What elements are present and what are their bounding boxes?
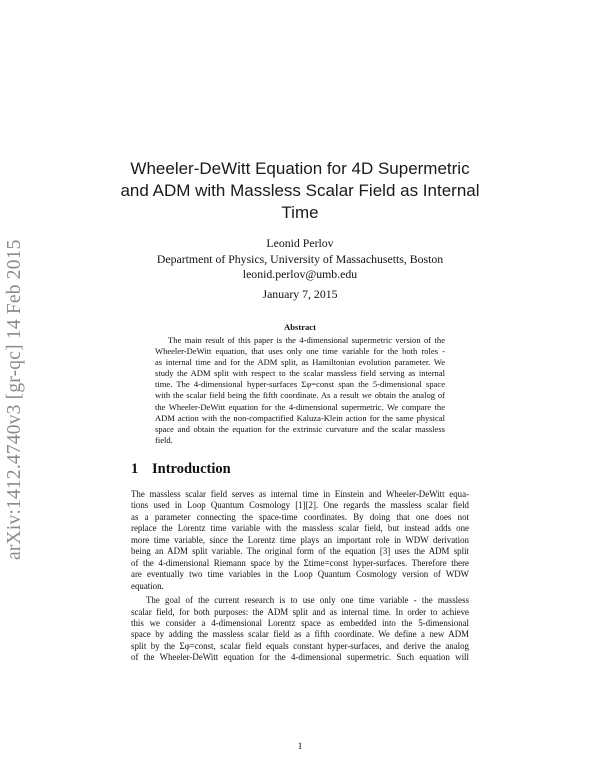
title-line: Wheeler-DeWitt Equation for 4D Supermetric [130, 159, 470, 178]
section-number: 1 [131, 461, 139, 477]
body-line: equation. [131, 580, 164, 591]
page-number: 1 [297, 742, 303, 752]
body-line: The massless scalar field serves as internal time in Einstein and Wheeler-DeWitt equa- [131, 489, 469, 499]
body-line: more time variable, since the Lorentz time plays an important role in WDW derivation [131, 534, 469, 545]
abstract-line: The main result of this paper is the 4-dimensional supermetric version of the [168, 335, 445, 345]
arxiv-identifier-stamp: arXiv:1412.4740v3 [gr-qc] 14 Feb 2015 [4, 239, 25, 560]
body-line: being an ADM split variable. The original form of the equation [3] uses the ADM split [131, 546, 469, 557]
paper-title [120, 158, 480, 224]
author-block [120, 236, 480, 283]
body-line: scalar field, for both purposes: the ADM split and as internal time. In order to achieve [131, 606, 469, 617]
author-affiliation: Department of Physics, University of Massachusetts, Boston [156, 251, 444, 266]
title-line: Time [281, 203, 319, 222]
body-line: replace the Lorentz time variable with the massless scalar field, but instead adds one [131, 523, 469, 534]
body-line: are eventually two time variables in the Loop Quantum Cosmology version of WDW [131, 569, 469, 580]
abstract-line: with the scalar field being the fifth coordinate. As a result we obtain the analog of [155, 390, 445, 401]
author-email: leonid.perlov@umb.edu [242, 267, 358, 281]
title-line: and ADM with Massless Scalar Field as Internal [120, 181, 480, 200]
abstract-line: Wheeler-DeWitt equation, that uses only one time variable for the both roles - [155, 346, 445, 357]
body-line: of the Wheeler-DeWitt equation for the 4-dimensional supermetric. Such equation will [131, 652, 469, 663]
body-line: split by the Σφ=const, scalar field equals constant hyper-surfaces, and derive the analog [131, 640, 469, 651]
body-line: tions used in Loop Quantum Cosmology [1][2]. One regards the massless scalar field [131, 500, 469, 511]
section-title: Introduction [152, 461, 231, 477]
abstract-line: space and obtain the equation for the extrinsic curvature and the scalar massless [155, 423, 445, 434]
abstract-text [155, 335, 445, 446]
body-line: space by adding the massless scalar field as a fifth coordinate. We define a new ADM [131, 629, 469, 640]
section-heading [131, 461, 231, 478]
paper-date: January 7, 2015 [262, 287, 338, 301]
body-line: of the 4-dimensional Riemann space by the Σtime=const hyper-surfaces. Therefore there [131, 557, 469, 568]
body-line: as a parameter connecting the space-time coordinates. By doing that one does not [131, 511, 469, 522]
abstract-heading: Abstract [284, 322, 316, 332]
body-line: The goal of the current research is to use only one time variable - the massless [146, 595, 469, 606]
abstract-line: as internal time and for the ADM split, as Hamiltonian evolution parameter. We [155, 357, 445, 368]
abstract-line: ADM action with the non-compactified Kaluza-Klein action for the same physical [155, 412, 445, 423]
abstract-line: study the ADM split with respect to the scalar massless field serving as internal [155, 368, 445, 379]
abstract-line: the Wheeler-DeWitt equation for the 4-dimensional supermetric. We compare the [155, 401, 445, 412]
abstract-line: field. [155, 434, 173, 445]
author-name: Leonid Perlov [266, 236, 334, 250]
abstract-line: time. The 4-dimensional hyper-surfaces Σφ=const span the 5-dimensional space [155, 379, 445, 390]
body-line: this we consider a 4-dimensional Lorentz space as embedded into the 5-dimensional [131, 617, 469, 628]
body-text [131, 489, 469, 664]
